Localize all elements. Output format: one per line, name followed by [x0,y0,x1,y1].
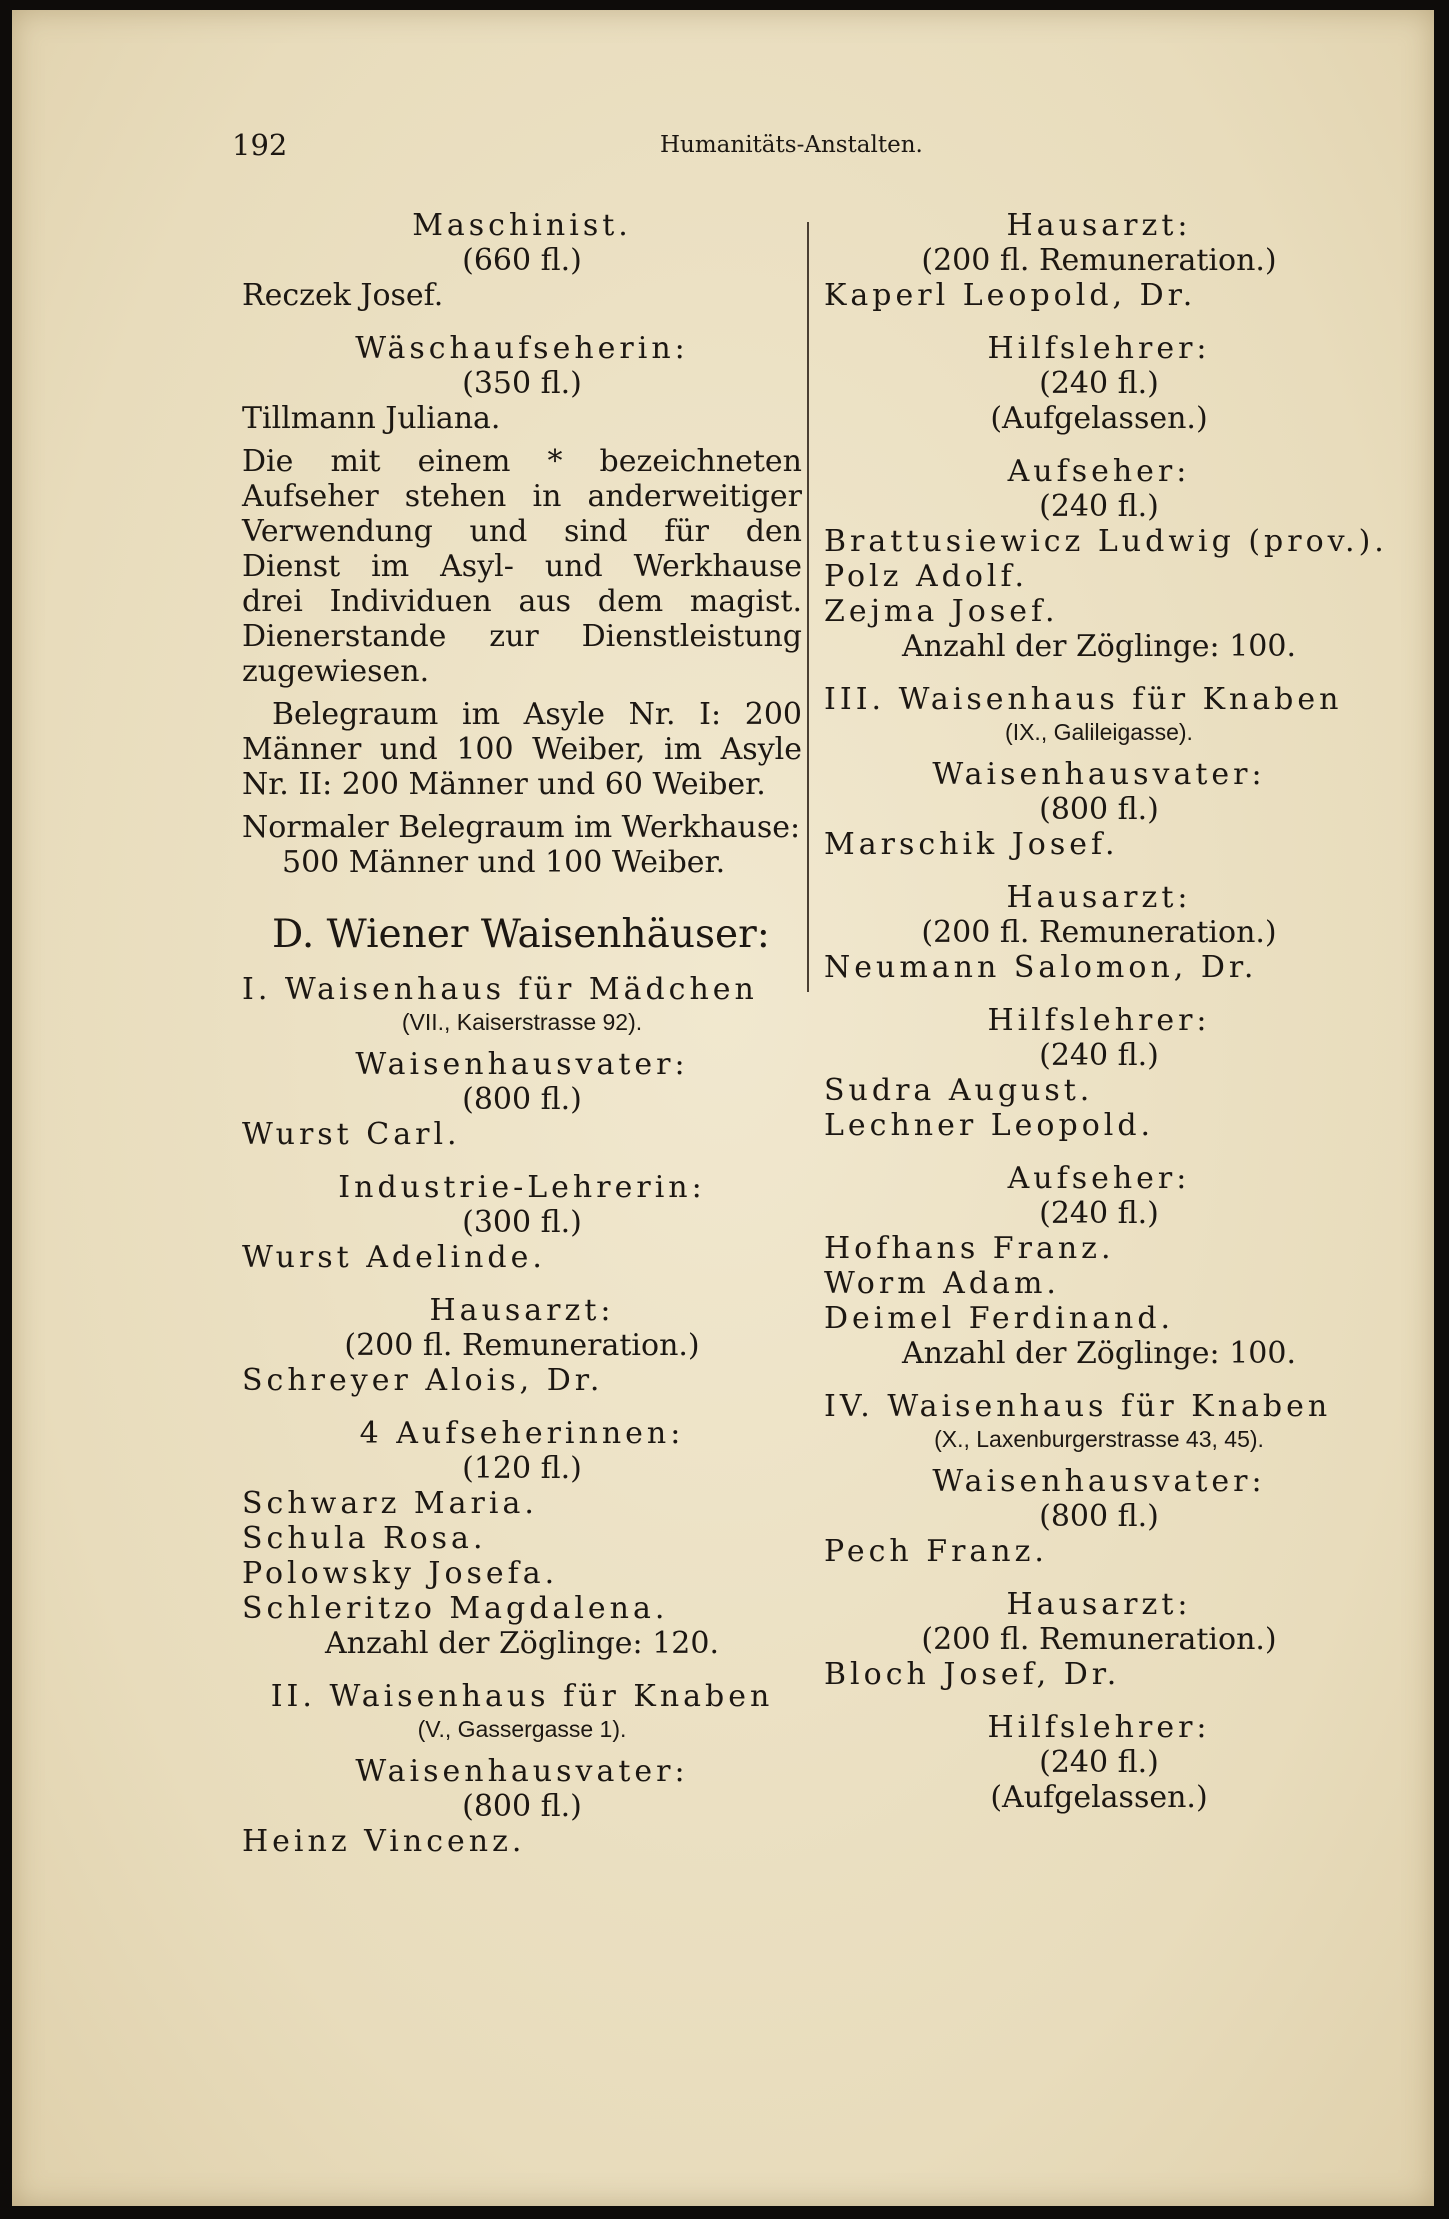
person-name: Deimel Ferdinand. [824,1301,1175,1336]
institution-title: IV. Waisenhaus für Knaben [824,1389,1332,1424]
text-line: 500 Männer und 100 Weiber. [282,845,726,880]
person-name: Schula Rosa. [242,1521,487,1556]
institution-address: (V., Gassergasse 1). [417,1716,627,1742]
role-title: Waisenhausvater: [932,1464,1266,1499]
role-title: Waisenhausvater: [355,1754,689,1789]
person-name: Polz Adolf. [824,559,1029,594]
role-title: 4 Aufseherinnen: [359,1416,685,1451]
role-title: Waisenhausvater: [355,1047,689,1082]
role-title: Hilfslehrer: [987,331,1211,366]
person-name: Schreyer Alois, Dr. [242,1363,604,1398]
person-name: Wurst Carl. [242,1117,461,1152]
salary: (240 fl.) [1039,489,1159,524]
institution-address: (X., Laxenburgerstrasse 43, 45). [934,1426,1264,1452]
institution-address: (VII., Kaiserstrasse 92). [401,1009,643,1035]
person-name: Kaperl Leopold, Dr. [824,278,1197,313]
running-title: Humanitäts-Anstalten. [660,132,923,158]
role-title: Hausarzt: [429,1293,615,1328]
page-header [232,128,1332,168]
salary: (800 fl.) [462,1789,582,1824]
note-paragraph [242,444,802,689]
column-divider [807,222,809,992]
salary: (240 fl.) [1039,366,1159,401]
role-title: Aufseher: [1007,454,1191,489]
section-heading: D. Wiener Waisenhäuser: [272,912,770,957]
role-title: Wäschaufseherin: [355,331,689,366]
person-name: Hofhans Franz. [824,1231,1115,1266]
salary: (200 fl. Remuneration.) [921,915,1277,950]
salary: (200 fl. Remuneration.) [921,1622,1277,1657]
text-line: Belegraum im Asyle Nr. I: 200 [272,697,802,732]
institution-title: III. Waisenhaus für Knaben [824,682,1343,717]
text-line: Dienst im Asyl- und Werkhause [242,549,802,584]
salary: (660 fl.) [462,243,582,278]
salary: (240 fl.) [1039,1038,1159,1073]
pupil-count: Anzahl der Zöglinge: 100. [902,1336,1296,1371]
person-name: Marschik Josef. [824,827,1119,862]
person-name: Schwarz Maria. [242,1486,538,1521]
salary: (200 fl. Remuneration.) [921,243,1277,278]
text-line: drei Individuen aus dem magist. [242,584,802,619]
person-name: Heinz Vincenz. [242,1824,526,1859]
book-page [12,10,1434,2206]
person-name: Polowsky Josefa. [242,1556,559,1591]
role-title: Industrie-Lehrerin: [338,1170,706,1205]
institution-title: II. Waisenhaus für Knaben [270,1679,774,1714]
text-line: Die mit einem * bezeichneten [242,444,802,479]
person-name: Worm Adam. [824,1266,1060,1301]
salary: (800 fl.) [1039,1499,1159,1534]
normal-paragraph [242,810,802,880]
person-name: Zejma Josef. [824,594,1059,629]
role-title: Hausarzt: [1006,880,1192,915]
status-note: (Aufgelassen.) [990,401,1208,436]
pupil-count: Anzahl der Zöglinge: 120. [325,1626,719,1661]
belegraum-paragraph [242,697,802,802]
left-column [242,208,802,1859]
text-line: zugewiesen. [242,654,430,689]
salary: (300 fl.) [462,1205,582,1240]
role-title: Hausarzt: [1006,1587,1192,1622]
person-name: Bloch Josef, Dr. [824,1657,1121,1692]
role-title: Hilfslehrer: [987,1710,1211,1745]
salary: (800 fl.) [462,1082,582,1117]
role-title: Hilfslehrer: [987,1003,1211,1038]
salary: (240 fl.) [1039,1196,1159,1231]
salary: (350 fl.) [462,366,582,401]
institution-title: I. Waisenhaus für Mädchen [242,972,758,1007]
salary: (800 fl.) [1039,792,1159,827]
person-name: Wurst Adelinde. [242,1240,546,1275]
person-name: Schleritzo Magdalena. [242,1591,669,1626]
person-name: Sudra August. [824,1073,1094,1108]
role-title: Aufseher: [1007,1161,1191,1196]
person-name: Reczek Josef. [242,278,444,313]
page-number: 192 [232,128,288,162]
text-line: Nr. II: 200 Männer und 60 Weiber. [242,767,766,802]
pupil-count: Anzahl der Zöglinge: 100. [902,629,1296,664]
institution-address: (IX., Galileigasse). [1005,719,1193,745]
role-title: Waisenhausvater: [932,757,1266,792]
text-line: Verwendung und sind für den [242,514,802,549]
person-name: Lechner Leopold. [824,1108,1155,1143]
person-name: Brattusiewicz Ludwig (prov.). [824,524,1388,559]
person-name: Tillmann Juliana. [242,401,501,436]
text-line: Normaler Belegraum im Werkhause: [242,810,801,845]
role-title: Hausarzt: [1006,208,1192,243]
text-line: Aufseher stehen in anderweitiger [242,479,802,514]
person-name: Pech Franz. [824,1534,1048,1569]
status-note: (Aufgelassen.) [990,1780,1208,1815]
salary: (120 fl.) [462,1451,582,1486]
salary: (200 fl. Remuneration.) [344,1328,700,1363]
right-column [824,208,1388,1815]
text-line: Dienerstande zur Dienstleistung [242,619,802,654]
text-line: Männer und 100 Weiber, im Asyle [242,732,802,767]
person-name: Neumann Salomon, Dr. [824,950,1258,985]
role-title: Maschinist. [412,208,632,243]
salary: (240 fl.) [1039,1745,1159,1780]
